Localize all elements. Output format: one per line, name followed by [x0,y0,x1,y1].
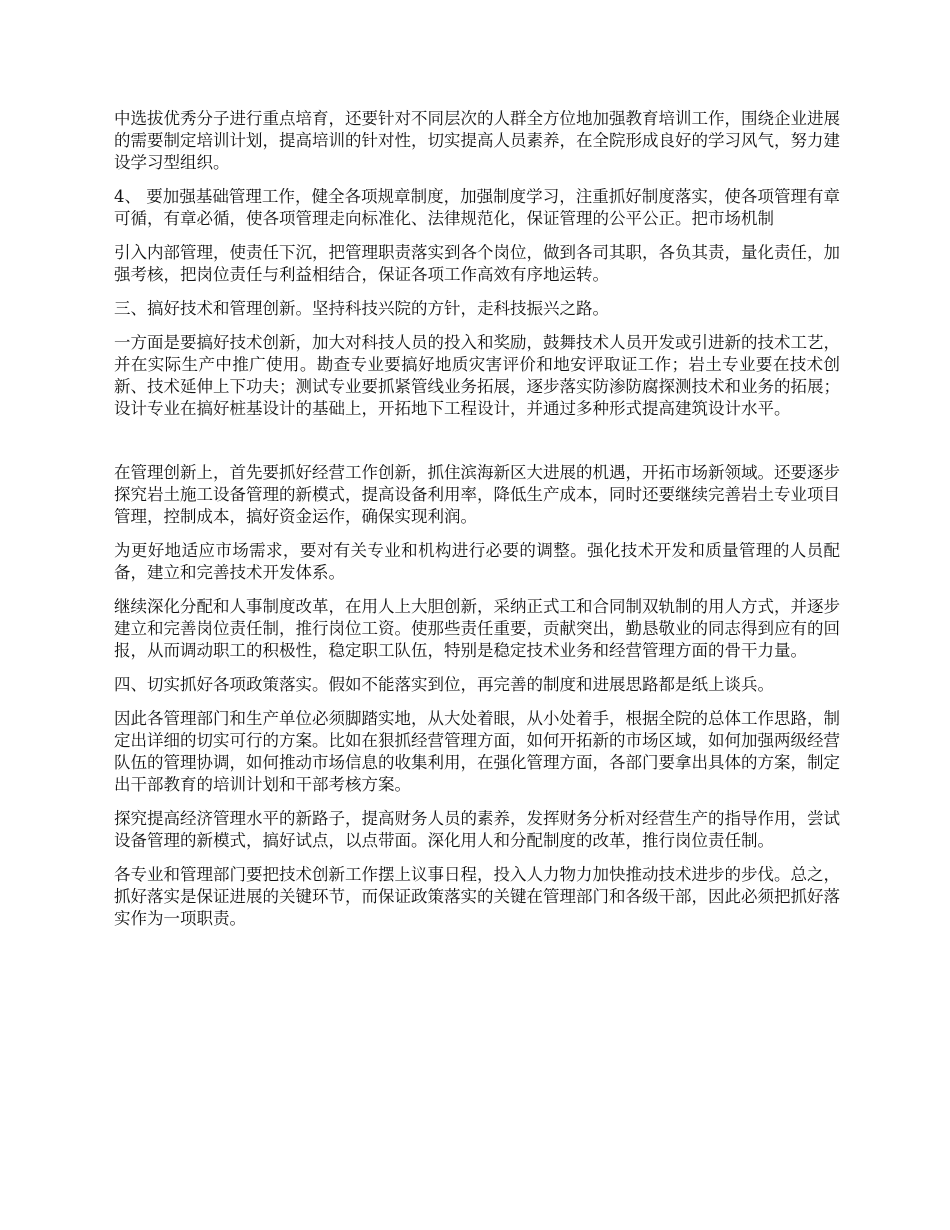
section-heading: 三、搞好技术和管理创新。坚持科技兴院的方针，走科技振兴之路。 [114,299,609,318]
section-heading: 四、切实抓好各项政策落实。假如不能落实到位，再完善的制度和进展思路都是纸上谈兵。 [114,675,774,694]
paragraph: 中选拔优秀分子进行重点培育，还要针对不同层次的人群全方位地加强教育培训工作，围绕企业进展的需要制定培训计划，提高培训的针对性，切实提高人员素养，在全院形成良好的学习风气，努力建设学习型组织。 [114,109,840,172]
document-page [114,108,840,942]
paragraph: 因此各管理部门和生产单位必须脚踏实地，从大处着眼，从小处着手，根据全院的总体工作思路，制定出详细的切实可行的方案。比如在狠抓经营管理方面，如何开拓新的市场区域，如何加强两级经营队伍的管理协调，如何推动市场信息的收集利用，在强化管理方面，各部门要拿出具体的方案，制定出干部教育的培训计划和干部考核方案。 [114,709,840,794]
paragraph: 探究提高经济管理水平的新路子，提高财务人员的素养，发挥财务分析对经营生产的指导作用，尝试设备管理的新模式，搞好试点，以点带面。深化用人和分配制度的改革，推行岗位责任制。 [114,809,840,850]
paragraph: 在管理创新上，首先要抓好经营工作创新，抓住滨海新区大进展的机遇，开拓市场新领域。还要逐步探究岩土施工设备管理的新模式，提高设备利用率，降低生产成本，同时还要继续完善岩土专业项目管理，控制成本，搞好资金运作，确保实现利润。 [114,463,840,526]
paragraph: 为更好地适应市场需求，要对有关专业和机构进行必要的调整。强化技术开发和质量管理的人员配备，建立和完善技术开发体系。 [114,541,840,582]
paragraph: 继续深化分配和人事制度改革，在用人上大胆创新，采纳正式工和合同制双轨制的用人方式，并逐步建立和完善岗位责任制，推行岗位工资。使那些责任重要，贡献突出，勤恳敬业的同志得到应有的回报，从而调动职工的积极性，稳定职工队伍，特别是稳定技术业务和经营管理方面的骨干力量。 [114,597,840,660]
paragraph: 引入内部管理，使责任下沉，把管理职责落实到各个岗位，做到各司其职，各负其责，量化责任，加强考核，把岗位责任与利益相结合，保证各项工作高效有序地运转。 [114,243,840,284]
paragraph: 各专业和管理部门要把技术创新工作摆上议事日程，投入人力物力加快推动技术进步的步伐。总之，抓好落实是保证进展的关键环节，而保证政策落实的关键在管理部门和各级干部，因此必须把抓好落实作为一项职责。 [114,865,840,928]
paragraph: 一方面是要搞好技术创新，加大对科技人员的投入和奖励，鼓舞技术人员开发或引进新的技术工艺，并在实际生产中推广使用。勘查专业要搞好地质灾害评价和地安评取证工作；岩土专业要在技术创新、技术延伸上下功夫；测试专业要抓紧管线业务拓展，逐步落实防渗防腐探测技术和业务的拓展；设计专业在搞好桩基设计的基础上，开拓地下工程设计，并通过多种形式提高建筑设计水平。 [114,333,840,418]
paragraph: 4、 要加强基础管理工作，健全各项规章制度，加强制度学习，注重抓好制度落实，使各项管理有章可循，有章必循，使各项管理走向标准化、法律规范化，保证管理的公平公正。把市场机制 [114,187,840,228]
